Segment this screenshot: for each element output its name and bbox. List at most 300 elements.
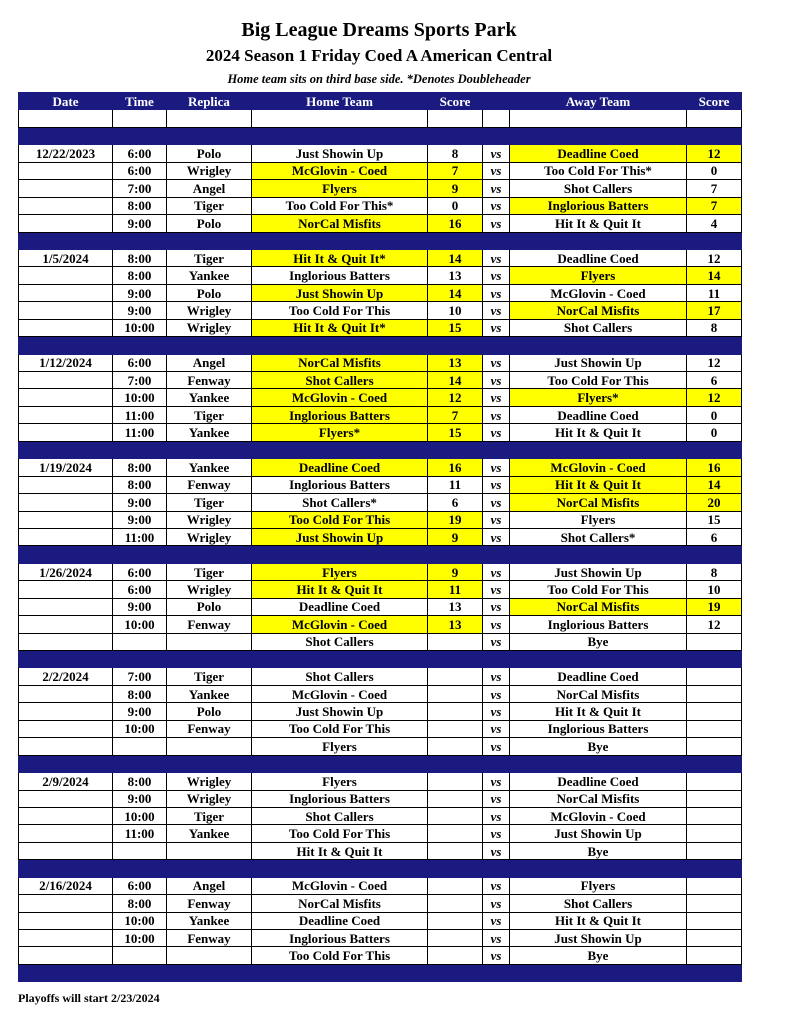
field-cell: Yankee [167,389,252,406]
separator-cell [428,546,483,563]
away-score-cell [687,825,742,842]
time-cell: 8:00 [113,267,167,284]
home-team-cell: Hit It & Quit It [252,581,428,598]
field-cell: Fenway [167,930,252,947]
empty-cell [252,110,428,127]
game-row [19,685,742,702]
time-cell: 6:00 [113,162,167,179]
separator-cell [428,964,483,981]
home-score-cell: 16 [428,459,483,476]
away-team-cell: Deadline Coed [510,668,687,685]
field-cell: Wrigley [167,162,252,179]
game-row [19,284,742,301]
vs-label: vs [483,947,510,964]
time-cell: 10:00 [113,319,167,336]
col-vs [483,93,510,110]
field-cell [167,842,252,859]
home-score-cell: 9 [428,180,483,197]
date-cell [19,581,113,598]
away-team-cell: Shot Callers* [510,528,687,545]
vs-label: vs [483,284,510,301]
field-cell: Tiger [167,494,252,511]
date-cell [19,424,113,441]
vs-label: vs [483,773,510,790]
vs-label: vs [483,354,510,371]
home-score-cell: 7 [428,406,483,423]
field-cell: Yankee [167,267,252,284]
game-row [19,842,742,859]
away-team-cell: Too Cold For This* [510,162,687,179]
separator-cell [19,964,113,981]
away-score-cell: 8 [687,319,742,336]
home-team-cell: Inglorious Batters [252,406,428,423]
home-score-cell: 7 [428,162,483,179]
away-team-cell: Bye [510,633,687,650]
field-cell: Angel [167,354,252,371]
page-subtitle: 2024 Season 1 Friday Coed A American Central [205,46,553,65]
away-team-cell: Shot Callers [510,319,687,336]
home-score-cell [428,738,483,755]
away-team-cell: McGlovin - Coed [510,807,687,824]
week-separator [19,127,742,144]
vs-label: vs [483,267,510,284]
game-row [19,616,742,633]
game-row [19,145,742,162]
home-team-cell: NorCal Misfits [252,354,428,371]
separator-cell [687,651,742,668]
date-cell [19,912,113,929]
separator-cell [19,860,113,877]
away-score-cell: 0 [687,406,742,423]
date-cell [19,633,113,650]
home-team-cell: Just Showin Up [252,528,428,545]
week-separator [19,860,742,877]
home-team-cell: Hit It & Quit It* [252,319,428,336]
home-team-cell: Just Showin Up [252,145,428,162]
game-row [19,389,742,406]
vs-label: vs [483,180,510,197]
separator-cell [113,860,167,877]
away-team-cell: Just Showin Up [510,825,687,842]
time-cell: 8:00 [113,895,167,912]
vs-label: vs [483,912,510,929]
date-cell [19,790,113,807]
vs-label: vs [483,685,510,702]
time-cell: 8:00 [113,685,167,702]
vs-label: vs [483,528,510,545]
week-separator [19,755,742,772]
vs-label: vs [483,598,510,615]
field-cell: Wrigley [167,773,252,790]
time-cell [113,738,167,755]
blank-row [19,110,742,127]
footer-note: Playoffs will start 2/23/2024 [18,991,160,1005]
separator-cell [167,651,252,668]
time-cell: 9:00 [113,215,167,232]
field-cell: Wrigley [167,511,252,528]
field-cell: Wrigley [167,790,252,807]
header-note: Home team sits on third base side. *Denotes Doubleheader [227,72,531,86]
separator-cell [428,441,483,458]
away-team-cell: NorCal Misfits [510,302,687,319]
away-team-cell: NorCal Misfits [510,790,687,807]
separator-cell [19,546,113,563]
home-score-cell: 15 [428,319,483,336]
game-row [19,912,742,929]
home-score-cell [428,668,483,685]
vs-label: vs [483,738,510,755]
away-score-cell [687,895,742,912]
separator-cell [167,755,252,772]
game-row [19,494,742,511]
separator-cell [167,337,252,354]
game-row [19,528,742,545]
field-cell: Tiger [167,197,252,214]
away-score-cell [687,912,742,929]
time-cell: 10:00 [113,389,167,406]
home-team-cell: Too Cold For This [252,825,428,842]
separator-cell [19,337,113,354]
home-team-cell: Flyers [252,738,428,755]
separator-cell [510,755,687,772]
week-separator [19,651,742,668]
vs-label: vs [483,145,510,162]
date-cell [19,319,113,336]
home-score-cell: 14 [428,284,483,301]
home-score-cell [428,947,483,964]
home-score-cell [428,703,483,720]
game-row [19,825,742,842]
home-team-cell: Hit It & Quit It [252,842,428,859]
away-team-cell: Deadline Coed [510,249,687,266]
game-row [19,807,742,824]
time-cell: 9:00 [113,703,167,720]
home-score-cell [428,807,483,824]
separator-cell [113,651,167,668]
time-cell: 8:00 [113,476,167,493]
game-row [19,598,742,615]
separator-cell [483,651,510,668]
separator-cell [687,441,742,458]
page-title: Big League Dreams Sports Park [241,19,517,41]
separator-cell [252,651,428,668]
date-cell: 12/22/2023 [19,145,113,162]
vs-label: vs [483,215,510,232]
date-cell: 1/12/2024 [19,354,113,371]
home-score-cell [428,790,483,807]
vs-label: vs [483,302,510,319]
separator-cell [167,964,252,981]
game-row [19,563,742,580]
away-score-cell [687,720,742,737]
game-row [19,180,742,197]
separator-cell [428,337,483,354]
home-team-cell: McGlovin - Coed [252,877,428,894]
home-team-cell: Flyers [252,563,428,580]
home-team-cell: Inglorious Batters [252,267,428,284]
away-score-cell [687,842,742,859]
separator-cell [428,755,483,772]
away-team-cell: Too Cold For This [510,372,687,389]
separator-cell [687,860,742,877]
away-team-cell: Inglorious Batters [510,720,687,737]
separator-cell [113,441,167,458]
time-cell: 11:00 [113,406,167,423]
vs-label: vs [483,895,510,912]
away-team-cell: Shot Callers [510,180,687,197]
home-score-cell: 9 [428,528,483,545]
game-row [19,738,742,755]
vs-label: vs [483,476,510,493]
away-team-cell: Just Showin Up [510,930,687,947]
time-cell: 10:00 [113,616,167,633]
home-score-cell [428,773,483,790]
away-score-cell: 12 [687,145,742,162]
vs-label: vs [483,703,510,720]
away-team-cell: McGlovin - Coed [510,284,687,301]
col-time: Time [113,93,167,110]
time-cell: 10:00 [113,930,167,947]
separator-cell [113,232,167,249]
vs-label: vs [483,511,510,528]
time-cell: 8:00 [113,249,167,266]
home-score-cell: 11 [428,581,483,598]
field-cell: Polo [167,284,252,301]
vs-label: vs [483,807,510,824]
home-team-cell: Too Cold For This [252,720,428,737]
home-team-cell: McGlovin - Coed [252,685,428,702]
date-cell [19,162,113,179]
away-score-cell [687,877,742,894]
separator-cell [687,232,742,249]
away-score-cell: 12 [687,249,742,266]
away-score-cell: 10 [687,581,742,598]
separator-cell [510,337,687,354]
field-cell: Polo [167,145,252,162]
home-team-cell: McGlovin - Coed [252,389,428,406]
away-score-cell: 19 [687,598,742,615]
field-cell: Fenway [167,616,252,633]
vs-label: vs [483,842,510,859]
away-score-cell [687,790,742,807]
home-score-cell [428,842,483,859]
separator-cell [19,232,113,249]
separator-cell [510,127,687,144]
home-score-cell: 13 [428,354,483,371]
away-score-cell: 15 [687,511,742,528]
date-cell [19,703,113,720]
vs-label: vs [483,720,510,737]
field-cell: Fenway [167,476,252,493]
away-score-cell [687,668,742,685]
field-cell [167,633,252,650]
time-cell: 11:00 [113,825,167,842]
away-score-cell: 14 [687,476,742,493]
separator-cell [19,651,113,668]
home-team-cell: Flyers* [252,424,428,441]
separator-cell [483,546,510,563]
away-team-cell: Inglorious Batters [510,197,687,214]
col-replica: Replica [167,93,252,110]
game-row [19,424,742,441]
vs-label: vs [483,633,510,650]
home-score-cell: 10 [428,302,483,319]
field-cell: Wrigley [167,581,252,598]
time-cell: 7:00 [113,180,167,197]
vs-label: vs [483,459,510,476]
empty-cell [113,110,167,127]
game-row [19,790,742,807]
time-cell [113,947,167,964]
home-score-cell: 14 [428,249,483,266]
away-score-cell: 7 [687,180,742,197]
week-separator [19,546,742,563]
home-team-cell: Just Showin Up [252,703,428,720]
home-team-cell: Shot Callers [252,668,428,685]
time-cell [113,633,167,650]
date-cell [19,197,113,214]
separator-cell [252,860,428,877]
game-row [19,249,742,266]
field-cell: Yankee [167,685,252,702]
away-team-cell: Hit It & Quit It [510,703,687,720]
separator-cell [113,755,167,772]
home-score-cell: 14 [428,372,483,389]
home-score-cell: 15 [428,424,483,441]
separator-cell [687,337,742,354]
separator-cell [252,232,428,249]
field-cell: Wrigley [167,319,252,336]
away-team-cell: McGlovin - Coed [510,459,687,476]
date-cell: 1/5/2024 [19,249,113,266]
date-cell [19,476,113,493]
date-cell [19,406,113,423]
away-score-cell: 12 [687,616,742,633]
away-score-cell [687,947,742,964]
field-cell: Angel [167,877,252,894]
away-score-cell [687,738,742,755]
field-cell: Tiger [167,807,252,824]
col-home-score: Score [428,93,483,110]
schedule-body [19,110,742,982]
separator-cell [252,337,428,354]
date-cell [19,930,113,947]
time-cell: 11:00 [113,528,167,545]
game-row [19,773,742,790]
away-score-cell: 12 [687,354,742,371]
empty-cell [428,110,483,127]
vs-label: vs [483,877,510,894]
separator-cell [19,127,113,144]
date-cell [19,528,113,545]
time-cell: 8:00 [113,773,167,790]
separator-cell [687,546,742,563]
date-cell [19,616,113,633]
home-score-cell: 19 [428,511,483,528]
date-cell [19,598,113,615]
home-team-cell: Just Showin Up [252,284,428,301]
home-team-cell: Deadline Coed [252,459,428,476]
away-team-cell: NorCal Misfits [510,494,687,511]
separator-cell [428,232,483,249]
home-score-cell [428,930,483,947]
game-row [19,459,742,476]
vs-label: vs [483,389,510,406]
vs-label: vs [483,319,510,336]
separator-cell [483,337,510,354]
away-team-cell: NorCal Misfits [510,598,687,615]
week-separator [19,337,742,354]
date-cell [19,842,113,859]
separator-cell [510,232,687,249]
away-team-cell: Deadline Coed [510,145,687,162]
vs-label: vs [483,790,510,807]
game-row [19,267,742,284]
col-away-team: Away Team [510,93,687,110]
home-team-cell: Too Cold For This [252,947,428,964]
away-score-cell: 0 [687,424,742,441]
separator-cell [113,546,167,563]
home-score-cell [428,895,483,912]
date-cell: 2/2/2024 [19,668,113,685]
date-cell [19,895,113,912]
game-row [19,720,742,737]
separator-cell [252,546,428,563]
vs-label: vs [483,372,510,389]
vs-label: vs [483,494,510,511]
away-score-cell [687,807,742,824]
game-row [19,476,742,493]
away-team-cell: Just Showin Up [510,563,687,580]
game-row [19,581,742,598]
date-cell: 1/19/2024 [19,459,113,476]
home-team-cell: Deadline Coed [252,912,428,929]
home-team-cell: Too Cold For This* [252,197,428,214]
separator-cell [483,127,510,144]
vs-label: vs [483,668,510,685]
away-score-cell [687,930,742,947]
time-cell [113,842,167,859]
home-score-cell: 6 [428,494,483,511]
field-cell: Tiger [167,563,252,580]
separator-cell [483,441,510,458]
date-cell [19,738,113,755]
time-cell: 10:00 [113,807,167,824]
home-team-cell: NorCal Misfits [252,215,428,232]
field-cell: Yankee [167,825,252,842]
time-cell: 6:00 [113,563,167,580]
away-team-cell: Inglorious Batters [510,616,687,633]
date-cell [19,302,113,319]
home-team-cell: Shot Callers [252,372,428,389]
separator-cell [252,964,428,981]
time-cell: 9:00 [113,598,167,615]
away-score-cell: 20 [687,494,742,511]
empty-cell [687,110,742,127]
time-cell: 7:00 [113,668,167,685]
vs-label: vs [483,930,510,947]
home-team-cell: Shot Callers* [252,494,428,511]
time-cell: 11:00 [113,424,167,441]
away-score-cell [687,773,742,790]
away-score-cell: 6 [687,528,742,545]
home-team-cell: Flyers [252,180,428,197]
separator-cell [510,651,687,668]
game-row [19,668,742,685]
home-score-cell [428,685,483,702]
separator-cell [113,337,167,354]
date-cell: 1/26/2024 [19,563,113,580]
